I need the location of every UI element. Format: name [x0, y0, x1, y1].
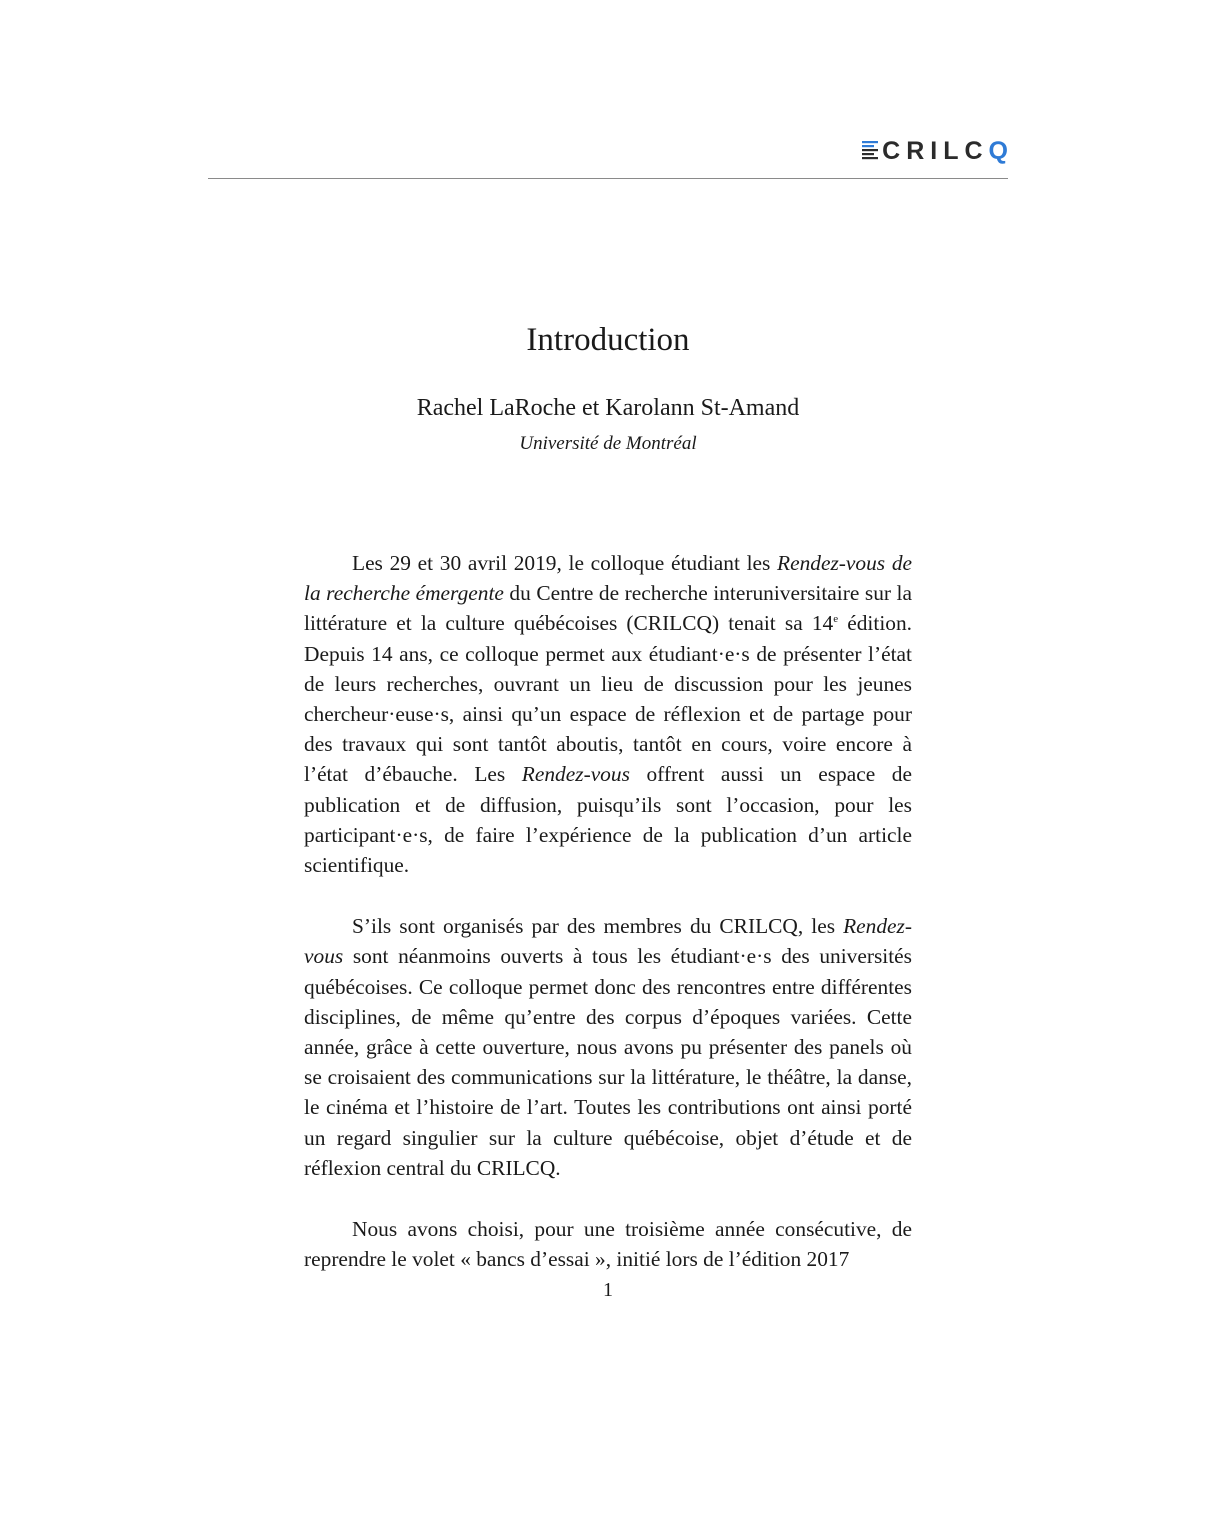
header-divider	[208, 178, 1008, 179]
stacked-lines-logo-icon	[860, 139, 880, 163]
paragraph-2: S’ils sont organisés par des membres du CRILCQ, les Rendez-vous sont néanmoins ouverts à tous les étudiant·e·s des universités québécoises. Ce colloque permet donc des rencontres entre différentes disciplines, de même qu’entre des corpus d’époques variées. Cette année, grâce à cette ouverture, nous avons pu présenter des panels où se croisaient des communications sur la littérature, le théâtre, la danse, le cinéma et l’histoire de l’art. Toutes les contributions ont ainsi porté un regard singulier sur la culture québécoise, objet d’étude et de réflexion central du CRILCQ.	[304, 914, 912, 1180]
affiliation: Université de Montréal	[519, 433, 697, 454]
paragraph-1: Les 29 et 30 avril 2019, le colloque étudiant les Rendez-vous de la recherche émergente du Centre de recherche interuniversitaire sur la littérature et la culture québécoises (CRILCQ) tenait sa 14e édition. Depuis 14 ans, ce colloque permet aux étudiant·e·s de présenter l’état de leurs recherches, ouvrant un lieu de discussion pour les jeunes chercheur·euse·s, ainsi qu’un espace de réflexion et de partage pour des travaux qui sont tantôt aboutis, tantôt en cours, voire encore à l’état d’ébauche. Les Rendez-vous offrent aussi un espace de publication et de diffusion, puisqu’ils sont l’occasion, pour les participant·e·s, de faire l’expérience de la publication d’un article scientifique.	[304, 551, 913, 878]
crilcq-logo	[860, 136, 1008, 166]
article-body	[304, 548, 912, 1274]
logo-wordmark: CRILCQ	[882, 137, 1008, 165]
authors-line: Rachel LaRoche et Karolann St-Amand	[416, 395, 800, 421]
paragraph-3: Nous avons choisi, pour une troisième année consécutive, de reprendre le volet « bancs d’essai », initié lors de l’édition 2017	[304, 1217, 912, 1272]
page-number: 1	[603, 1279, 613, 1301]
page-title: Introduction	[526, 322, 690, 358]
